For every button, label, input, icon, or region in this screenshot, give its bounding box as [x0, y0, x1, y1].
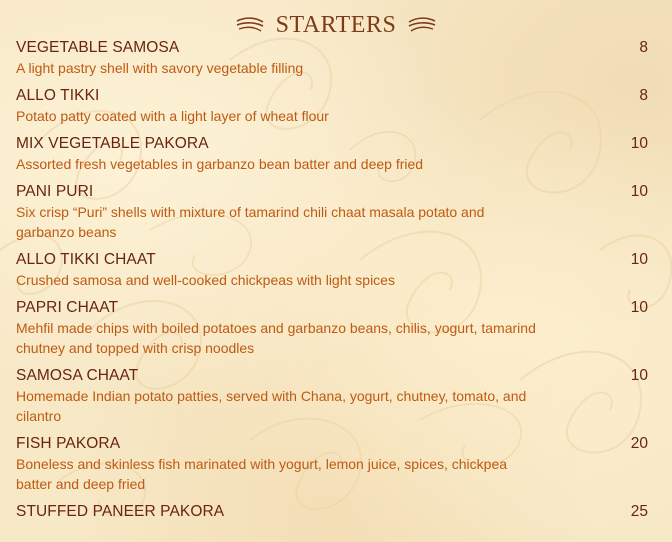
item-description: Boneless and skinless fish marinated with yogurt, lemon juice, spices, chickpea batter and deep fried — [16, 456, 508, 492]
leaf-swirl-icon — [235, 16, 265, 34]
item-name: STUFFED PANEER PAKORA — [16, 503, 225, 520]
item-description: Potato patty coated with a light layer of wheat flour — [16, 108, 329, 124]
item-description: Mehfil made chips with boiled potatoes and garbanzo beans, chilis, yogurt, tamarind chutney and topped with crisp noodles — [16, 320, 536, 356]
item-description: Homemade Indian potato patties, served with Chana, yogurt, chutney, tomato, and cilantro — [16, 388, 527, 424]
item-price: 10 — [630, 183, 648, 200]
leaf-swirl-icon — [407, 16, 437, 34]
menu-item — [16, 134, 650, 174]
item-name: PANI PURI — [16, 183, 94, 200]
item-description: Six crisp “Puri” shells with mixture of tamarind chili chaat masala potato and garbanzo beans — [16, 204, 485, 240]
item-name: SAMOSA CHAAT — [16, 367, 139, 384]
menu-item — [16, 434, 650, 494]
menu-item — [16, 298, 650, 358]
item-name: VEGETABLE SAMOSA — [16, 39, 180, 56]
menu-item — [16, 502, 650, 522]
menu-item — [16, 366, 650, 426]
menu-item — [16, 182, 650, 242]
item-price: 10 — [630, 299, 648, 316]
menu-item — [16, 38, 650, 78]
item-price: 8 — [639, 39, 648, 56]
item-price: 8 — [639, 87, 648, 104]
section-title: STARTERS — [275, 12, 397, 38]
item-price: 20 — [630, 435, 648, 452]
menu-item — [16, 86, 650, 126]
section-header — [0, 10, 672, 40]
item-name: FISH PAKORA — [16, 435, 121, 452]
item-price: 25 — [630, 503, 648, 520]
item-description: Assorted fresh vegetables in garbanzo bean batter and deep fried — [16, 156, 424, 172]
menu-item — [16, 250, 650, 290]
item-name: ALLO TIKKI CHAAT — [16, 251, 156, 268]
item-name: MIX VEGETABLE PAKORA — [16, 135, 209, 152]
item-name: ALLO TIKKI — [16, 87, 100, 104]
item-price: 10 — [630, 251, 648, 268]
item-price: 10 — [630, 367, 648, 384]
menu-list — [16, 38, 650, 530]
item-description: Crushed samosa and well-cooked chickpeas with light spices — [16, 272, 395, 288]
item-name: PAPRI CHAAT — [16, 299, 119, 316]
item-price: 10 — [630, 135, 648, 152]
item-description: A light pastry shell with savory vegetable filling — [16, 60, 304, 76]
